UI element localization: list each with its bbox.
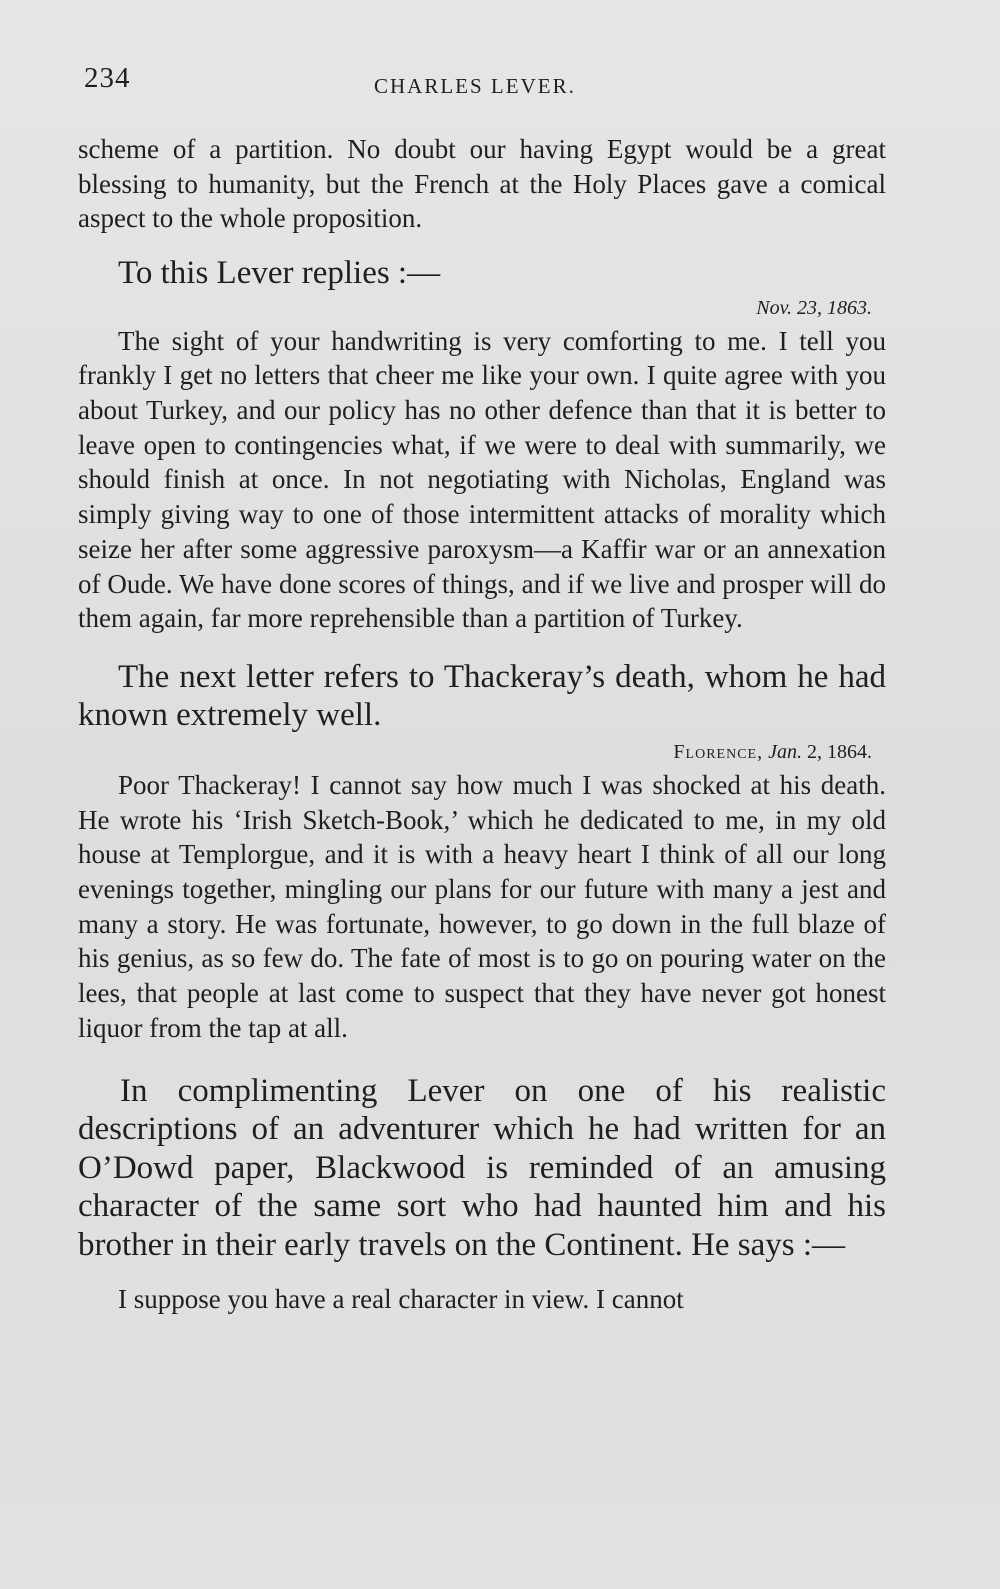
page-header [84,62,890,102]
letter-lever-1863: The sight of your handwriting is very comforting to me. I tell you frankly I get no letters that cheer me like your own. I quite agree with you about Turkey, and our policy has no other defence than that it is better to leave open to contingencies what, if we were to deal with summarily, we should finish at once. In not negotiating with Nicholas, England was simply giving way to one of those intermittent attacks of morality which seize her after some aggressive paroxysm—a Kaffir war or an annexation of Oude. We have done scores of things, and if we live and prosper will do them again, far more reprehensible than a partition of Turkey. [78,325,886,634]
letter-blackwood-start: I suppose you have a real character in view. I cannot [118,1284,684,1315]
dateline-month: Jan. [768,740,802,763]
running-title: CHARLES LEVER. [374,74,576,98]
dateline-day-year: 2, 1864. [807,740,872,763]
page-body [78,132,886,1317]
paragraph-blackwood-intro: In complimenting Lever on one of his realistic descriptions of an adventurer which he had written for an O’Dowd paper, Blackwood is reminded of an amusing character of the same sort who had haunted him and his brother in their early travels on the Continent. He says :— [78,1072,886,1263]
paragraph-intro-reply: To this Lever replies :— [118,255,441,292]
paragraph-continuation: scheme of a partition. No doubt our having Egypt would be a great blessing to humanity, but the French at the Holy Places gave a comical aspect to the whole proposition. [78,134,886,234]
page-number: 234 [84,62,131,94]
paragraph-thackeray-intro: The next letter refers to Thackeray’s death, whom he had known extremely well. [78,658,886,734]
dateline-florence-1864 [78,741,886,764]
letter-lever-1864: Poor Thackeray! I cannot say how much I was shocked at his death. He wrote his ‘Irish Sketch-Book,’ which he dedicated to me, in my old house at Templorgue, and it is with a heavy heart I think of all our long evenings together, mingling our plans for our future with many a jest and many a story. He was fortunate, however, to go down in the full blaze of his genius, as so few do. The fate of most is to go on pouring water on the lees, that people at last come to suspect that they have never got honest liquor from the tap at all. [78,769,886,1043]
dateline-nov-1863: Nov. 23, 1863. [756,296,872,319]
dateline-place: Florence, [673,740,764,763]
